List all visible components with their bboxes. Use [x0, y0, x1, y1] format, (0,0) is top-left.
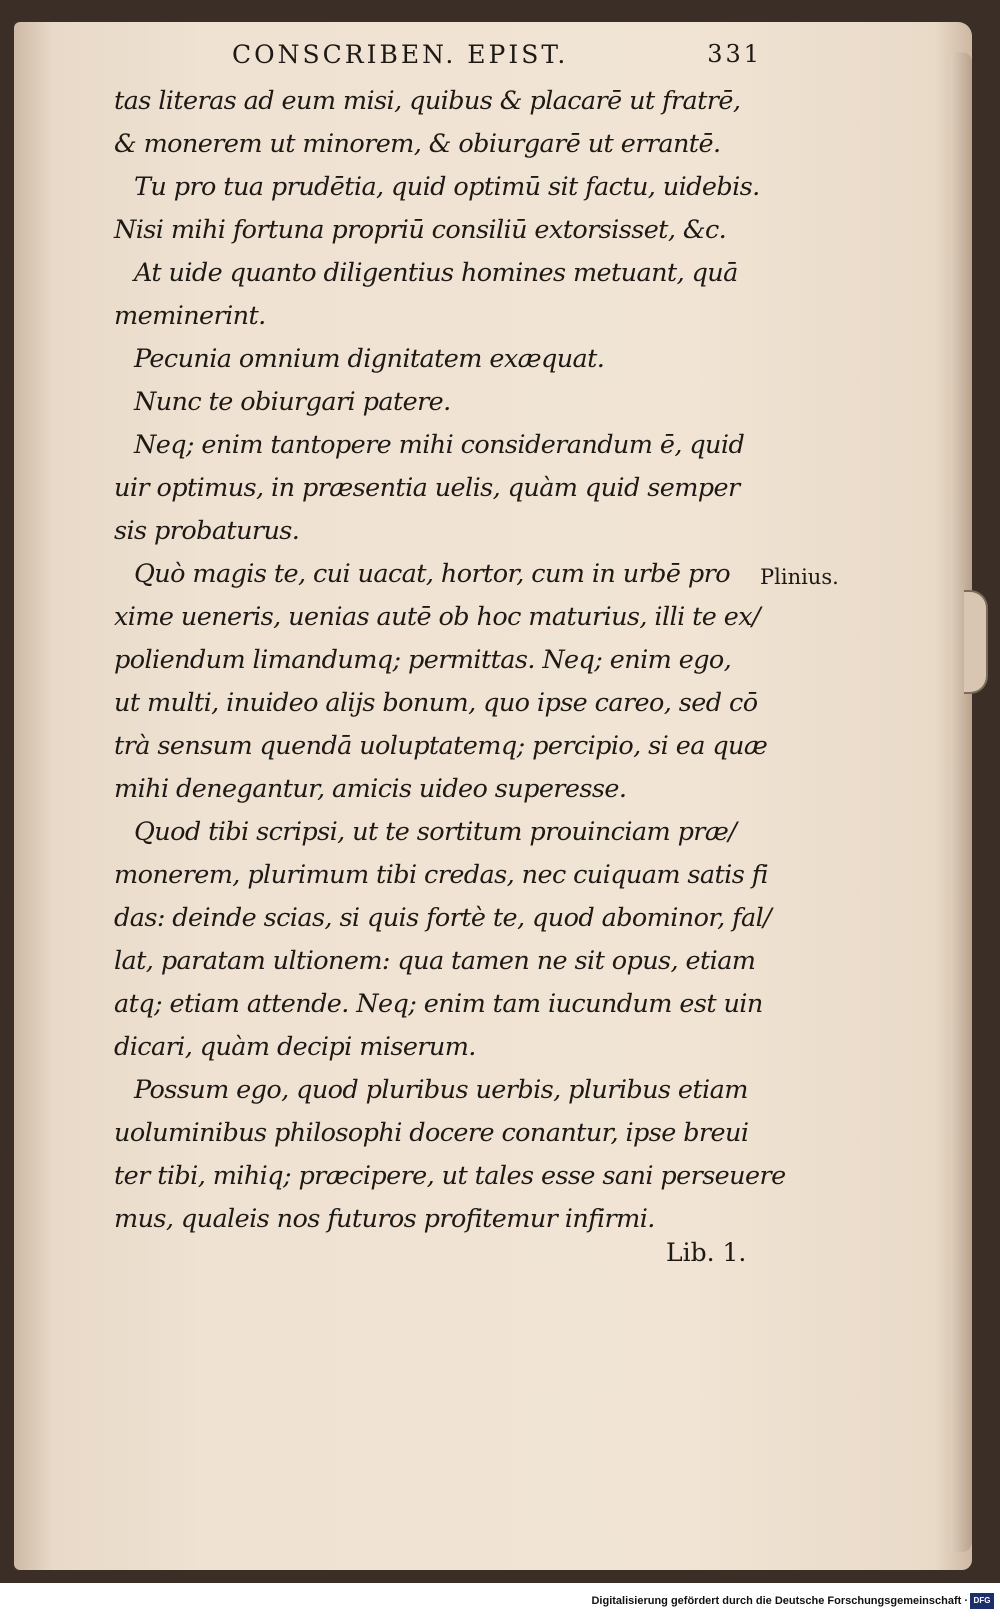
text-line: tas literas ad eum misi, quibus & placarē ut fratrē, — [114, 86, 741, 116]
page-edge — [950, 52, 972, 1552]
text-line: ter tibi, mihiq; præcipere, ut tales esse sani perseuere — [114, 1161, 786, 1191]
text-line: meminerint. — [114, 301, 266, 331]
text-line: Neq; enim tantopere mihi considerandum ē, quid — [134, 430, 745, 460]
text-line: das: deinde scias, si quis fortè te, quod abominor, fal/ — [114, 903, 772, 933]
marginal-note: Plinius. — [760, 565, 839, 589]
text-line: poliendum limandumq; permittas. Neq; enim ego, — [114, 645, 732, 675]
dfg-logo: DFG — [970, 1593, 994, 1609]
text-line: ut multi, inuideo alijs bonum, quo ipse careo, sed cō — [114, 688, 758, 718]
text-line: At uide quanto diligentius homines metuant, quā — [134, 258, 738, 288]
text-line: & monerem ut minorem, & obiurgarē ut errantē. — [114, 129, 721, 159]
text-line: sis probaturus. — [114, 516, 300, 546]
text-line: uir optimus, in præsentia uelis, quàm quid semper — [114, 473, 740, 503]
text-line: Possum ego, quod pluribus uerbis, pluribus etiam — [134, 1075, 748, 1105]
text-line: monerem, plurimum tibi credas, nec cuiquam satis fi — [114, 860, 769, 890]
text-line: mihi denegantur, amicis uideo superesse. — [114, 774, 627, 804]
text-line: lat, paratam ultionem: qua tamen ne sit opus, etiam — [114, 946, 756, 976]
text-line: Pecunia omnium dignitatem exæquat. — [134, 344, 605, 374]
text-line: dicari, quàm decipi miserum. — [114, 1032, 476, 1062]
text-line: Tu pro tua prudētia, quid optimū sit factu, uidebis. — [134, 172, 760, 202]
text-line: atq; etiam attende. Neq; enim tam iucundum est uin — [114, 989, 763, 1019]
catchword: Lib. 1. — [666, 1238, 747, 1267]
text-line: uoluminibus philosophi docere conantur, ipse breui — [114, 1118, 749, 1148]
text-line: mus, qualeis nos futuros profitemur infirmi. — [114, 1204, 655, 1234]
page-tab-marker — [964, 590, 988, 694]
text-line: Nunc te obiurgari patere. — [134, 387, 451, 417]
footer-bar — [0, 1587, 1000, 1617]
text-line: Nisi mihi fortuna propriū consiliū extorsisset, &c. — [114, 215, 727, 245]
funding-credit: Digitalisierung gefördert durch die Deutsche Forschungsgemeinschaft · — [591, 1595, 968, 1607]
text-line: Quod tibi scripsi, ut te sortitum prouinciam præ/ — [134, 817, 737, 847]
running-title: CONSCRIBEN. EPIST. — [232, 40, 569, 69]
body-text — [114, 80, 786, 1241]
text-line: xime ueneris, uenias autē ob hoc maturius, illi te ex/ — [114, 602, 761, 632]
page-number: 331 — [707, 40, 762, 68]
text-line: trà sensum quendā uoluptatemq; percipio, si ea quæ — [114, 731, 768, 761]
text-line: Quò magis te, cui uacat, hortor, cum in urbē pro — [134, 559, 730, 589]
